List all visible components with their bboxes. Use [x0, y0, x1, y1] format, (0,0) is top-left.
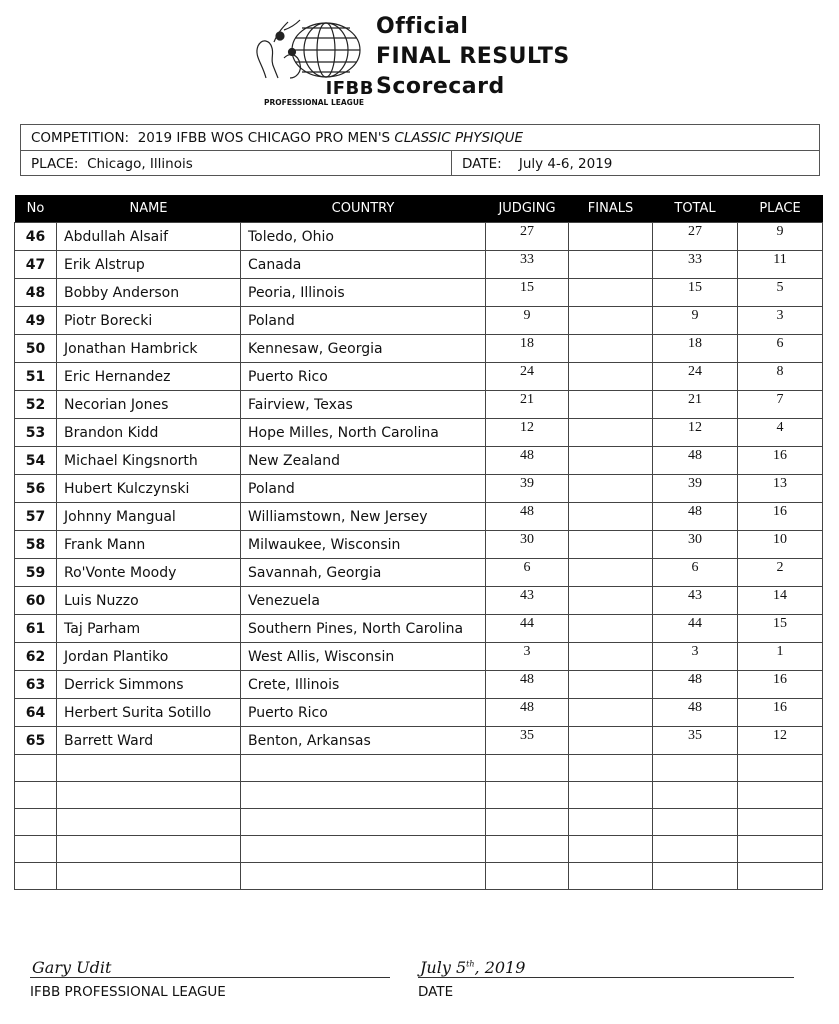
empty-cell	[241, 809, 486, 836]
date-signature-line	[418, 955, 794, 978]
cell-name: Ro'Vonte Moody	[57, 559, 241, 587]
cell-name: Bobby Anderson	[57, 279, 241, 307]
cell-name: Derrick Simmons	[57, 671, 241, 699]
competition-category: CLASSIC PHYSIQUE	[394, 129, 524, 146]
empty-cell	[653, 782, 738, 809]
table-row	[15, 531, 823, 559]
cell-no: 47	[15, 251, 57, 279]
empty-cell	[486, 863, 569, 890]
cell-no: 48	[15, 279, 57, 307]
cell-total: 48	[653, 503, 738, 531]
cell-country: Puerto Rico	[241, 699, 486, 727]
empty-cell	[15, 809, 57, 836]
cell-place: 14	[738, 587, 823, 615]
cell-place: 9	[738, 223, 823, 251]
cell-name: Frank Mann	[57, 531, 241, 559]
empty-table-row	[15, 809, 823, 836]
cell-finals	[569, 447, 653, 475]
cell-total: 48	[653, 699, 738, 727]
cell-name: Luis Nuzzo	[57, 587, 241, 615]
cell-finals	[569, 391, 653, 419]
empty-cell	[241, 782, 486, 809]
cell-place: 16	[738, 699, 823, 727]
signed-date: July 5th, 2019	[420, 958, 526, 977]
ifbb-logo	[244, 18, 374, 106]
date-label-footer: DATE	[418, 984, 454, 1000]
table-row	[15, 475, 823, 503]
empty-cell	[57, 755, 241, 782]
table-row	[15, 251, 823, 279]
cell-judging: 35	[486, 727, 569, 755]
cell-country: Kennesaw, Georgia	[241, 335, 486, 363]
cell-no: 65	[15, 727, 57, 755]
cell-name: Erik Alstrup	[57, 251, 241, 279]
cell-no: 63	[15, 671, 57, 699]
cell-name: Piotr Borecki	[57, 307, 241, 335]
cell-no: 51	[15, 363, 57, 391]
empty-cell	[486, 809, 569, 836]
cell-total: 15	[653, 279, 738, 307]
cell-country: Toledo, Ohio	[241, 223, 486, 251]
cell-place: 16	[738, 503, 823, 531]
cell-place: 13	[738, 475, 823, 503]
competition-info-box	[20, 124, 820, 176]
cell-total: 30	[653, 531, 738, 559]
cell-judging: 48	[486, 447, 569, 475]
cell-country: Puerto Rico	[241, 363, 486, 391]
cell-place: 2	[738, 559, 823, 587]
place-value: Chicago, Illinois	[87, 155, 193, 172]
empty-cell	[738, 782, 823, 809]
cell-country: Savannah, Georgia	[241, 559, 486, 587]
cell-judging: 48	[486, 699, 569, 727]
cell-country: Poland	[241, 475, 486, 503]
empty-cell	[569, 863, 653, 890]
cell-name: Necorian Jones	[57, 391, 241, 419]
cell-finals	[569, 251, 653, 279]
cell-country: Benton, Arkansas	[241, 727, 486, 755]
column-header-finals: FINALS	[569, 195, 653, 223]
cell-total: 33	[653, 251, 738, 279]
empty-cell	[241, 836, 486, 863]
column-header-no: No	[15, 195, 57, 223]
column-header-place: PLACE	[738, 195, 823, 223]
cell-place: 12	[738, 727, 823, 755]
title-line-official: Official	[376, 14, 469, 39]
cell-finals	[569, 615, 653, 643]
cell-place: 3	[738, 307, 823, 335]
date-cell	[452, 151, 612, 176]
cell-place: 8	[738, 363, 823, 391]
competition-value: 2019 IFBB WOS CHICAGO PRO MEN'S	[137, 129, 391, 146]
empty-cell	[738, 863, 823, 890]
cell-place: 5	[738, 279, 823, 307]
table-row	[15, 447, 823, 475]
results-table	[14, 195, 823, 890]
cell-place: 4	[738, 419, 823, 447]
cell-no: 57	[15, 503, 57, 531]
table-row	[15, 223, 823, 251]
table-row	[15, 699, 823, 727]
cell-country: Southern Pines, North Carolina	[241, 615, 486, 643]
table-header-row	[15, 195, 823, 223]
cell-no: 58	[15, 531, 57, 559]
cell-name: Abdullah Alsaif	[57, 223, 241, 251]
cell-name: Brandon Kidd	[57, 419, 241, 447]
table-row	[15, 587, 823, 615]
cell-place: 6	[738, 335, 823, 363]
empty-table-row	[15, 836, 823, 863]
cell-total: 18	[653, 335, 738, 363]
empty-table-row	[15, 755, 823, 782]
cell-finals	[569, 279, 653, 307]
cell-finals	[569, 307, 653, 335]
cell-finals	[569, 587, 653, 615]
cell-name: Herbert Surita Sotillo	[57, 699, 241, 727]
empty-table-row	[15, 782, 823, 809]
cell-place: 15	[738, 615, 823, 643]
table-row	[15, 559, 823, 587]
empty-table-row	[15, 863, 823, 890]
table-row	[15, 503, 823, 531]
cell-country: Milwaukee, Wisconsin	[241, 531, 486, 559]
empty-cell	[486, 782, 569, 809]
empty-cell	[15, 782, 57, 809]
cell-finals	[569, 503, 653, 531]
signature-line	[30, 955, 390, 978]
empty-cell	[15, 755, 57, 782]
cell-place: 11	[738, 251, 823, 279]
cell-judging: 33	[486, 251, 569, 279]
cell-judging: 48	[486, 503, 569, 531]
cell-total: 6	[653, 559, 738, 587]
table-row	[15, 279, 823, 307]
cell-judging: 30	[486, 531, 569, 559]
cell-total: 48	[653, 671, 738, 699]
cell-place: 7	[738, 391, 823, 419]
logo-brand: IFBB	[325, 78, 374, 99]
column-header-name: NAME	[57, 195, 241, 223]
cell-total: 12	[653, 419, 738, 447]
cell-name: Taj Parham	[57, 615, 241, 643]
cell-country: Peoria, Illinois	[241, 279, 486, 307]
page-title	[376, 12, 570, 102]
column-header-judging: JUDGING	[486, 195, 569, 223]
cell-judging: 15	[486, 279, 569, 307]
empty-cell	[15, 836, 57, 863]
cell-finals	[569, 643, 653, 671]
cell-no: 50	[15, 335, 57, 363]
cell-place: 1	[738, 643, 823, 671]
cell-total: 27	[653, 223, 738, 251]
empty-cell	[738, 836, 823, 863]
cell-finals	[569, 335, 653, 363]
cell-total: 48	[653, 447, 738, 475]
table-row	[15, 419, 823, 447]
cell-no: 61	[15, 615, 57, 643]
empty-cell	[15, 863, 57, 890]
empty-cell	[653, 863, 738, 890]
empty-cell	[57, 809, 241, 836]
cell-total: 21	[653, 391, 738, 419]
cell-judging: 43	[486, 587, 569, 615]
cell-judging: 6	[486, 559, 569, 587]
scorecard-header	[244, 12, 604, 107]
cell-country: Williamstown, New Jersey	[241, 503, 486, 531]
cell-no: 59	[15, 559, 57, 587]
cell-name: Johnny Mangual	[57, 503, 241, 531]
cell-total: 43	[653, 587, 738, 615]
cell-country: New Zealand	[241, 447, 486, 475]
cell-finals	[569, 671, 653, 699]
cell-no: 62	[15, 643, 57, 671]
cell-judging: 39	[486, 475, 569, 503]
cell-judging: 18	[486, 335, 569, 363]
table-row	[15, 727, 823, 755]
table-row	[15, 643, 823, 671]
cell-total: 24	[653, 363, 738, 391]
cell-name: Jonathan Hambrick	[57, 335, 241, 363]
cell-no: 53	[15, 419, 57, 447]
cell-place: 16	[738, 671, 823, 699]
empty-cell	[57, 863, 241, 890]
cell-place: 10	[738, 531, 823, 559]
cell-name: Jordan Plantiko	[57, 643, 241, 671]
cell-no: 60	[15, 587, 57, 615]
cell-judging: 24	[486, 363, 569, 391]
competition-row	[21, 125, 819, 151]
empty-cell	[57, 836, 241, 863]
table-row	[15, 615, 823, 643]
cell-country: Crete, Illinois	[241, 671, 486, 699]
column-header-total: TOTAL	[653, 195, 738, 223]
cell-judging: 27	[486, 223, 569, 251]
title-line-scorecard: Scorecard	[376, 74, 505, 99]
empty-cell	[57, 782, 241, 809]
results-body	[15, 223, 823, 890]
cell-finals	[569, 363, 653, 391]
empty-cell	[653, 755, 738, 782]
cell-finals	[569, 531, 653, 559]
empty-cell	[569, 755, 653, 782]
cell-no: 52	[15, 391, 57, 419]
empty-cell	[569, 809, 653, 836]
cell-judging: 9	[486, 307, 569, 335]
table-row	[15, 671, 823, 699]
empty-cell	[653, 836, 738, 863]
cell-country: Canada	[241, 251, 486, 279]
cell-country: Fairview, Texas	[241, 391, 486, 419]
cell-total: 35	[653, 727, 738, 755]
cell-name: Barrett Ward	[57, 727, 241, 755]
cell-name: Michael Kingsnorth	[57, 447, 241, 475]
cell-finals	[569, 419, 653, 447]
cell-judging: 48	[486, 671, 569, 699]
cell-judging: 12	[486, 419, 569, 447]
cell-no: 64	[15, 699, 57, 727]
cell-country: Venezuela	[241, 587, 486, 615]
empty-cell	[738, 809, 823, 836]
cell-no: 56	[15, 475, 57, 503]
empty-cell	[241, 755, 486, 782]
empty-cell	[653, 809, 738, 836]
cell-finals	[569, 727, 653, 755]
cell-no: 49	[15, 307, 57, 335]
cell-country: Poland	[241, 307, 486, 335]
empty-cell	[738, 755, 823, 782]
logo-subtitle: PROFESSIONAL LEAGUE	[263, 98, 365, 107]
date-label: DATE:	[462, 155, 502, 172]
cell-judging: 21	[486, 391, 569, 419]
cell-name: Hubert Kulczynski	[57, 475, 241, 503]
cell-finals	[569, 559, 653, 587]
column-header-country: COUNTRY	[241, 195, 486, 223]
table-row	[15, 363, 823, 391]
empty-cell	[241, 863, 486, 890]
place-label: PLACE:	[31, 155, 79, 172]
date-value: July 4-6, 2019	[518, 155, 613, 172]
cell-place: 16	[738, 447, 823, 475]
cell-total: 44	[653, 615, 738, 643]
cell-no: 46	[15, 223, 57, 251]
signature-block-date	[418, 955, 794, 1000]
empty-cell	[569, 782, 653, 809]
cell-finals	[569, 223, 653, 251]
empty-cell	[486, 836, 569, 863]
official-signature: Gary Udit	[32, 958, 112, 977]
cell-total: 39	[653, 475, 738, 503]
cell-judging: 3	[486, 643, 569, 671]
ifbb-globe-logo-icon	[244, 18, 374, 80]
cell-finals	[569, 699, 653, 727]
table-row	[15, 335, 823, 363]
signature-block-official	[30, 955, 390, 1000]
table-row	[15, 307, 823, 335]
competition-label: COMPETITION:	[31, 129, 130, 146]
cell-total: 9	[653, 307, 738, 335]
cell-no: 54	[15, 447, 57, 475]
title-line-final-results: FINAL RESULTS	[376, 44, 570, 69]
cell-judging: 44	[486, 615, 569, 643]
cell-country: West Allis, Wisconsin	[241, 643, 486, 671]
cell-country: Hope Milles, North Carolina	[241, 419, 486, 447]
empty-cell	[486, 755, 569, 782]
official-label: IFBB PROFESSIONAL LEAGUE	[30, 984, 226, 1000]
cell-total: 3	[653, 643, 738, 671]
place-cell	[21, 151, 452, 176]
table-row	[15, 391, 823, 419]
cell-finals	[569, 475, 653, 503]
cell-name: Eric Hernandez	[57, 363, 241, 391]
empty-cell	[569, 836, 653, 863]
